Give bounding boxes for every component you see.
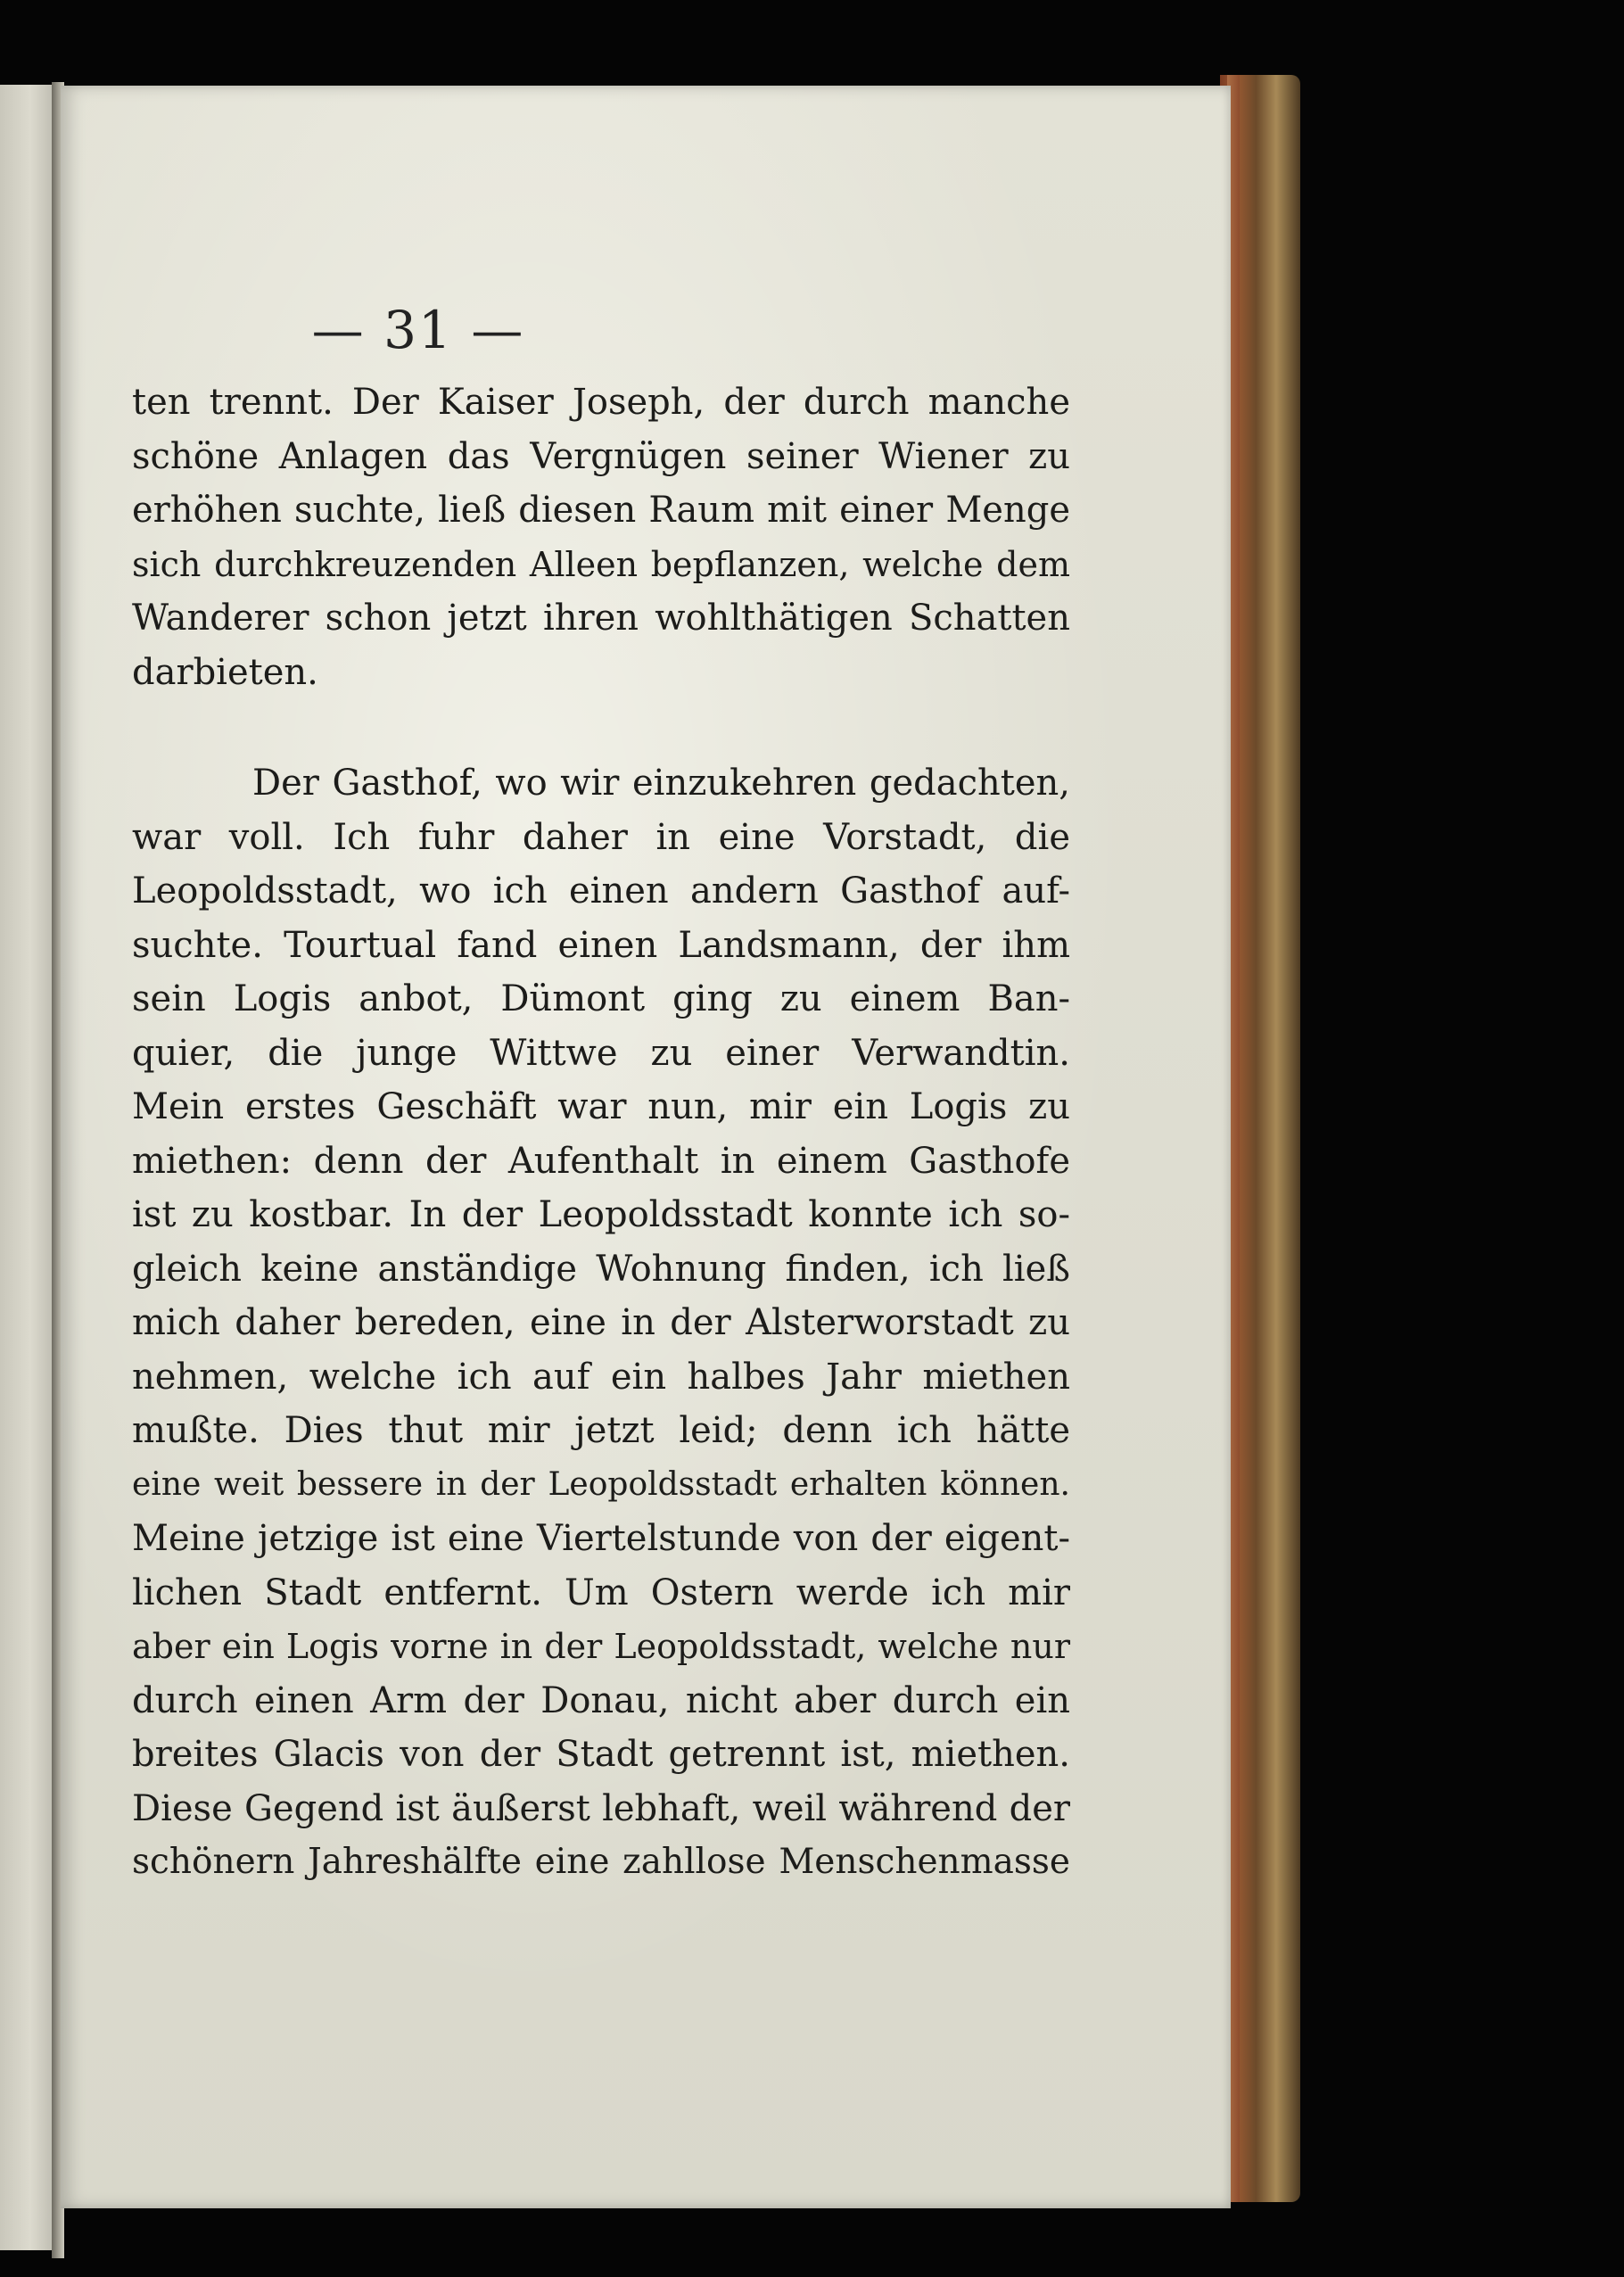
text-line: eine weit bessere in der Leopoldsstadt erhalten können.: [132, 1465, 1070, 1503]
text-line: Meine jetzige ist eine Viertelstunde von der eigent-: [132, 1518, 1070, 1559]
text-line: suchte. Tourtual fand einen Landsmann, der ihm: [132, 924, 1070, 966]
text-line: Leopoldsstadt, wo ich einen andern Gasthof auf-: [132, 870, 1070, 912]
previous-page-edge: [0, 85, 55, 2250]
text-line: mich daher bereden, eine in der Alsterworstadt zu: [132, 1302, 1070, 1343]
text-line: lichen Stadt entfernt. Um Ostern werde ich mir: [132, 1572, 1070, 1613]
book-page: [61, 86, 1231, 2208]
book-cover-edge: [1220, 75, 1300, 2202]
page-text: [132, 375, 1070, 1890]
text-line: Diese Gegend ist äußerst lebhaft, weil während der: [132, 1787, 1070, 1829]
text-line: erhöhen suchte, ließ diesen Raum mit einer Menge: [132, 490, 1070, 531]
text-line: sein Logis anbot, Dümont ging zu einem Ban-: [132, 978, 1070, 1019]
text-line: ten trennt. Der Kaiser Joseph, der durch manche: [132, 382, 1070, 423]
text-line: miethen: denn der Aufenthalt in einem Gasthofe: [132, 1140, 1070, 1182]
text-line: nehmen, welche ich auf ein halbes Jahr miethen: [132, 1356, 1070, 1398]
text-line: ist zu kostbar. In der Leopoldsstadt konnte ich so-: [132, 1194, 1070, 1235]
paragraph-2: [132, 756, 1070, 1890]
text-line: Der Gasthof, wo wir einzukehren gedachten,: [252, 763, 1070, 804]
text-line: Mein erstes Geschäft war nun, mir ein Logis zu: [132, 1086, 1070, 1127]
text-line: aber ein Logis vorne in der Leopoldsstadt, welche nur: [132, 1627, 1070, 1666]
text-line: gleich keine anständige Wohnung finden, ich ließ: [132, 1248, 1070, 1290]
text-line: darbieten.: [132, 651, 318, 693]
paragraph-1: [132, 375, 1070, 699]
text-line: durch einen Arm der Donau, nicht aber durch ein: [132, 1679, 1070, 1721]
text-line: war voll. Ich fuhr daher in eine Vorstadt, die: [132, 816, 1070, 858]
text-line: schönern Jahreshälfte eine zahllose Menschenmasse: [132, 1842, 1070, 1882]
text-line: mußte. Dies thut mir jetzt leid; denn ich hätte: [132, 1410, 1070, 1451]
text-line: quier, die junge Wittwe zu einer Verwandtin.: [132, 1032, 1070, 1074]
text-line: Wanderer schon jetzt ihren wohlthätigen Schatten: [132, 598, 1070, 639]
text-line: schöne Anlagen das Vergnügen seiner Wiener zu: [132, 435, 1070, 477]
paragraph-gap: [132, 699, 1070, 756]
text-line: breites Glacis von der Stadt getrennt ist, miethen.: [132, 1734, 1070, 1775]
page-number: — 31 —: [311, 300, 525, 360]
text-line: sich durchkreuzenden Alleen bepflanzen, welche dem: [132, 544, 1070, 584]
